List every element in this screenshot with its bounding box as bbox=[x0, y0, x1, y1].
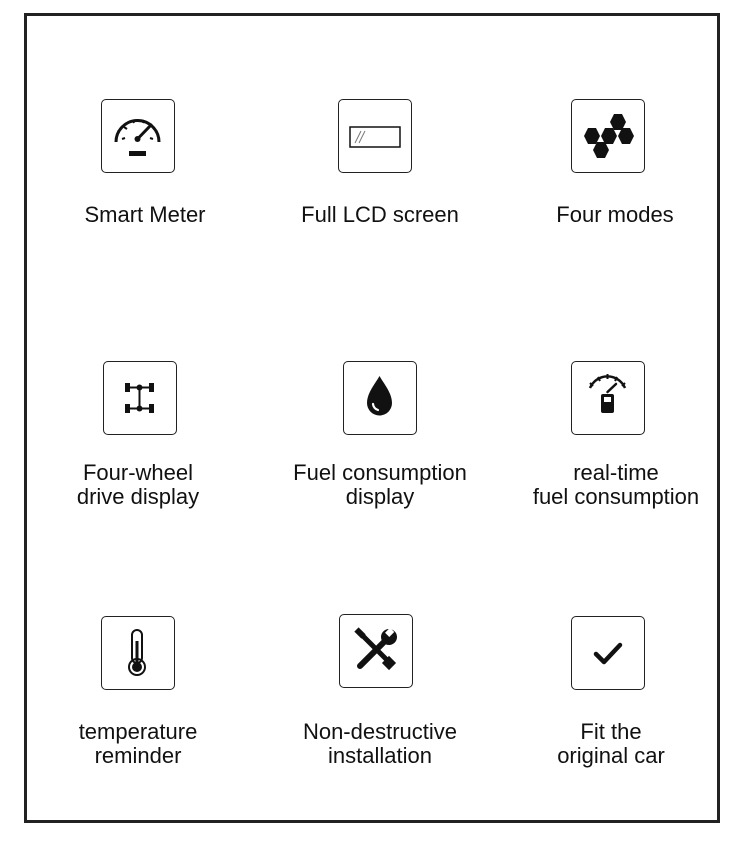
tools-icon bbox=[339, 614, 413, 688]
lcd-screen-icon bbox=[338, 99, 412, 173]
speedometer-icon bbox=[101, 99, 175, 173]
thermometer-icon bbox=[101, 616, 175, 690]
feature-label: Smart Meter bbox=[84, 202, 206, 227]
feature-label: temperature reminder bbox=[78, 719, 198, 768]
feature-label: Four-wheel drive display bbox=[76, 460, 200, 509]
hexagon-modes-icon bbox=[571, 99, 645, 173]
feature-label: real-time fuel consumption bbox=[532, 460, 700, 509]
feature-label: Fit the original car bbox=[557, 719, 665, 768]
checkmark-icon bbox=[571, 616, 645, 690]
feature-label: Four modes bbox=[556, 202, 674, 227]
fuel-gauge-icon bbox=[571, 361, 645, 435]
four-wheel-drive-icon bbox=[103, 361, 177, 435]
feature-label: Full LCD screen bbox=[301, 202, 459, 227]
feature-label: Non-destructive installation bbox=[302, 719, 458, 768]
feature-label: Fuel consumption display bbox=[293, 460, 467, 509]
fuel-drop-icon bbox=[343, 361, 417, 435]
